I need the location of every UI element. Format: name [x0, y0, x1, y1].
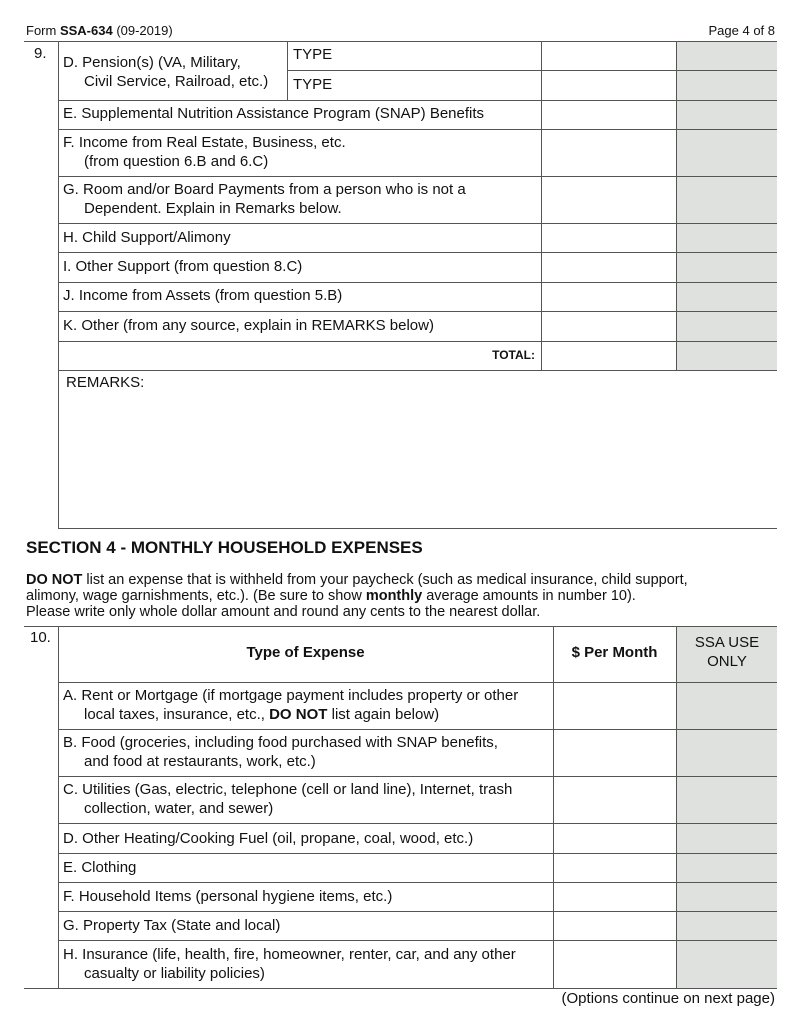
- expense-c-utilities-label: [63, 780, 512, 818]
- text-fragment: list again below): [327, 706, 440, 723]
- col-ssa-use-only: [677, 633, 777, 671]
- divider: [58, 528, 777, 529]
- text-fragment: B. Food (groceries, including food purchased with SNAP benefits,: [63, 734, 498, 751]
- text-fragment: [26, 588, 688, 604]
- divider: [553, 626, 554, 988]
- text-fragment: (from question 6.B and 6.C): [84, 153, 269, 170]
- divider: [58, 682, 777, 683]
- divider: [58, 100, 777, 101]
- text-fragment: casualty or liability policies): [84, 965, 265, 982]
- col-per-month: $ Per Month: [571, 644, 658, 661]
- text-fragment: Dependent. Explain in Remarks below.: [84, 200, 342, 217]
- expense-g-property-tax-label: G. Property Tax (State and local): [63, 917, 281, 934]
- row-h-child-support-label: H. Child Support/Alimony: [63, 229, 231, 246]
- form-id: [26, 23, 173, 38]
- pension-2-amount-input[interactable]: [542, 71, 676, 100]
- text-fragment: H. Insurance (life, health, fire, homeowner, renter, car, and any other: [63, 946, 516, 963]
- row-f-real-estate-label: [63, 133, 346, 171]
- text-fragment: F. Income from Real Estate, Business, etc.: [63, 134, 346, 151]
- divider: [58, 282, 777, 283]
- text-fragment: DO NOT: [26, 572, 83, 588]
- row-j-assets-label: J. Income from Assets (from question 5.B): [63, 287, 343, 304]
- text-fragment: [26, 572, 688, 588]
- expense-h-insurance-label: [63, 945, 516, 983]
- text-fragment: A. Rent or Mortgage (if mortgage payment includes property or other: [63, 687, 519, 704]
- divider: [58, 223, 777, 224]
- form-prefix: Form: [26, 23, 60, 38]
- text-fragment: monthly: [365, 588, 423, 604]
- expense-d-fuel-label: D. Other Heating/Cooking Fuel (oil, propane, coal, wood, etc.): [63, 830, 474, 847]
- text-fragment: G. Room and/or Board Payments from a person who is not a: [63, 181, 466, 198]
- divider: [58, 176, 777, 177]
- divider: [58, 853, 777, 854]
- divider: [58, 823, 777, 824]
- text-fragment: ONLY: [707, 653, 747, 670]
- question-number-9: 9.: [34, 45, 47, 62]
- question-number-10: 10.: [30, 629, 51, 646]
- expense-a-rent-label: [63, 686, 518, 724]
- text-fragment: Please write only whole dollar amount and round any cents to the nearest dollar.: [26, 604, 541, 620]
- col-type-of-expense: Type of Expense: [246, 644, 365, 661]
- divider: [58, 911, 777, 912]
- text-fragment: average amounts in number 10).: [422, 588, 636, 604]
- text-fragment: list an expense that is withheld from your paycheck (such as medical insurance, child support,: [82, 572, 688, 588]
- divider: [676, 41, 677, 370]
- row-k-other-label: K. Other (from any source, explain in REMARKS below): [63, 317, 434, 334]
- text-fragment: C. Utilities (Gas, electric, telephone (cell or land line), Internet, trash: [63, 781, 513, 798]
- divider: [287, 70, 777, 71]
- divider: [58, 129, 777, 130]
- divider: [58, 311, 777, 312]
- divider: [58, 729, 777, 730]
- page-number: Page 4 of 8: [708, 23, 775, 38]
- text-fragment: local taxes, insurance, etc.,: [84, 706, 270, 723]
- text-fragment: collection, water, and sewer): [84, 800, 274, 817]
- divider: [58, 776, 777, 777]
- divider: [58, 882, 777, 883]
- text-fragment: [63, 705, 518, 724]
- section-4-title: SECTION 4 - MONTHLY HOUSEHOLD EXPENSES: [26, 538, 423, 557]
- remarks-label: REMARKS:: [66, 374, 145, 391]
- text-fragment: and food at restaurants, work, etc.): [84, 753, 316, 770]
- text-fragment: SSA USE: [694, 634, 760, 651]
- text-fragment: D. Pension(s) (VA, Military,: [63, 54, 241, 71]
- divider: [58, 940, 777, 941]
- divider: [58, 341, 777, 342]
- divider: [58, 252, 777, 253]
- divider: [24, 626, 777, 627]
- expense-b-food-label: [63, 733, 498, 771]
- pension-type-2-label: TYPE: [293, 76, 333, 93]
- divider: [676, 626, 677, 988]
- total-label: TOTAL:: [492, 348, 535, 362]
- row-i-other-support-label: I. Other Support (from question 8.C): [63, 258, 303, 275]
- pension-type-1-label: TYPE: [293, 46, 333, 63]
- row-d-pension-label: [63, 53, 268, 91]
- divider: [58, 626, 59, 988]
- section-4-instructions: [26, 572, 688, 620]
- expense-e-clothing-label: E. Clothing: [63, 859, 137, 876]
- remarks-input[interactable]: [59, 371, 776, 527]
- row-e-snap-label: E. Supplemental Nutrition Assistance Program (SNAP) Benefits: [63, 105, 485, 122]
- form-date: (09-2019): [112, 23, 173, 38]
- ssa-use-column-q9: [677, 42, 777, 370]
- text-fragment: Civil Service, Railroad, etc.): [84, 73, 269, 90]
- expense-f-household-label: F. Household Items (personal hygiene items, etc.): [63, 888, 393, 905]
- form-number: SSA-634: [59, 23, 113, 38]
- pension-1-amount-input[interactable]: [542, 42, 676, 70]
- continue-note: (Options continue on next page): [561, 990, 775, 1007]
- text-fragment: DO NOT: [269, 706, 328, 723]
- row-g-room-board-label: [63, 180, 466, 218]
- text-fragment: alimony, wage garnishments, etc.). (Be sure to show: [26, 588, 366, 604]
